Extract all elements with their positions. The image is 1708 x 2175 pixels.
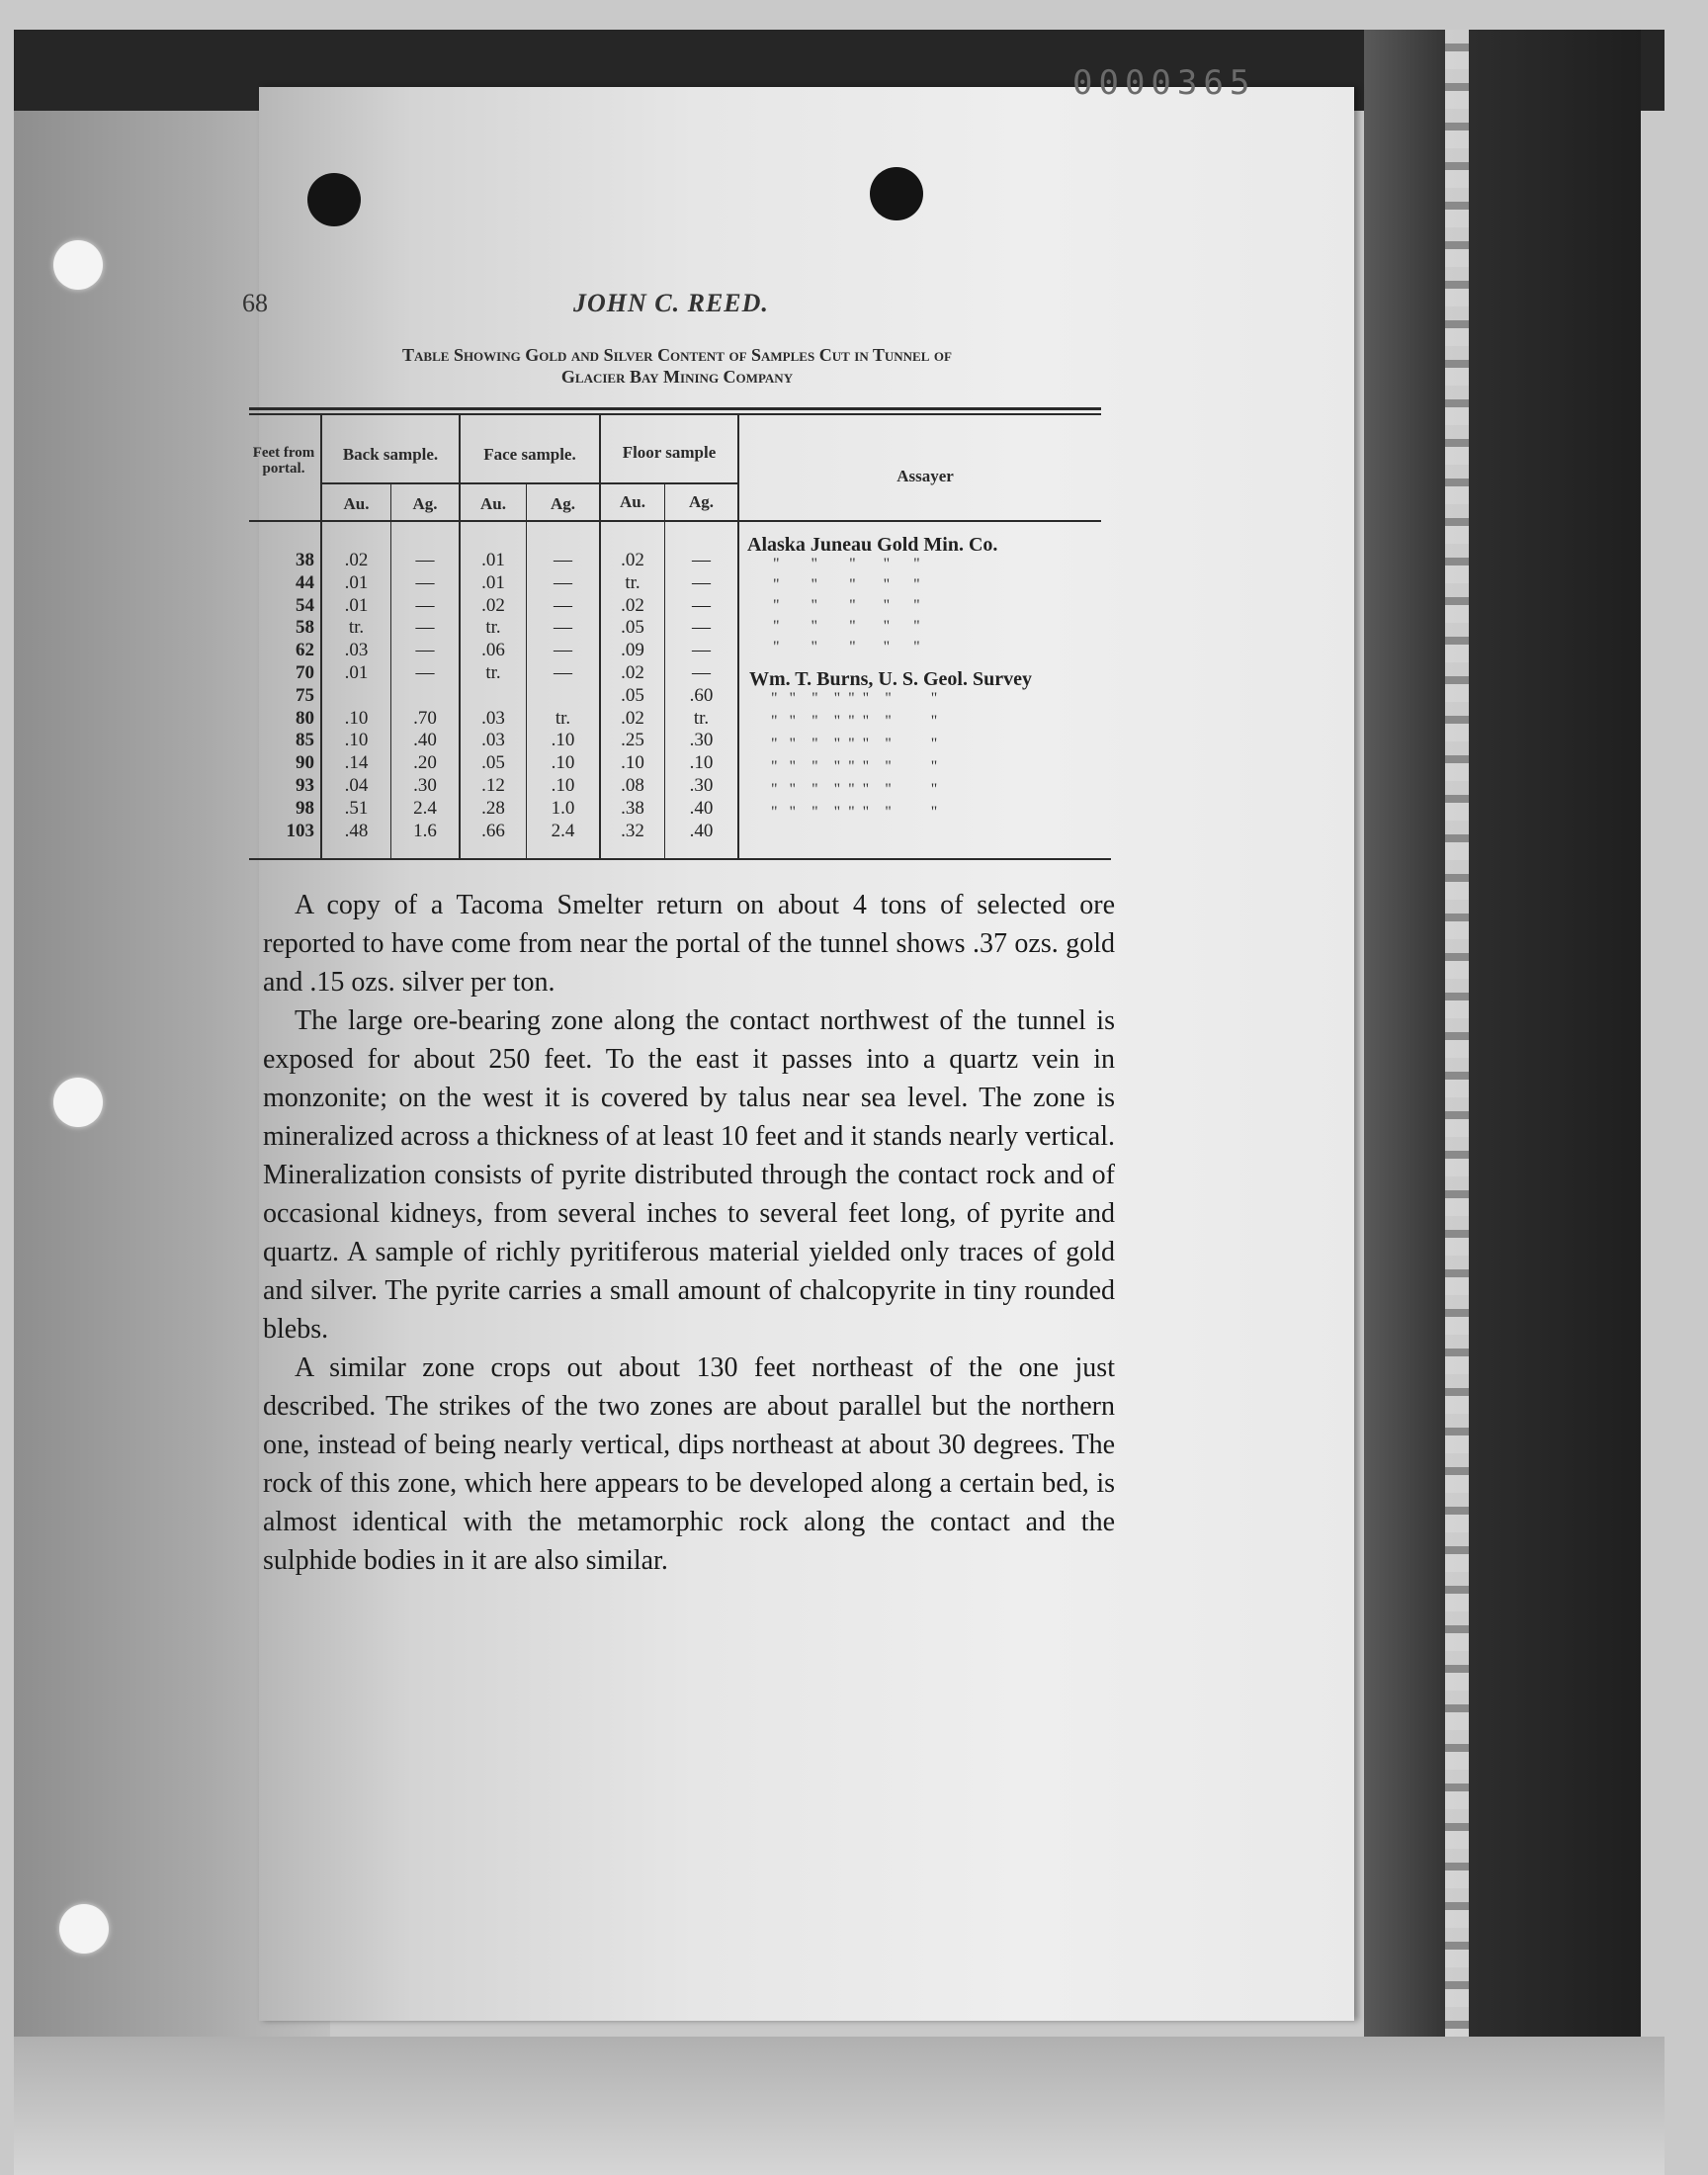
table-bottom-rule <box>249 858 1111 860</box>
table-cell-face-au: .03 <box>481 730 505 751</box>
header-floor-sample: Floor sample <box>622 443 717 462</box>
ditto-marks: " " " " " " " " <box>771 804 938 821</box>
table-cell-floor-au: .02 <box>621 707 644 729</box>
assayer-wm-t-burns: Wm. T. Burns, U. S. Geol. Survey <box>749 668 1032 690</box>
scan-bottom-band <box>14 2037 1665 2175</box>
table-cell-back-ag: — <box>415 550 435 570</box>
table-cell-back-au: .51 <box>344 797 369 819</box>
table-cell-back-au: .48 <box>344 820 369 841</box>
table-cell-floor-ag: — <box>692 617 711 639</box>
table-cell-floor-au: .08 <box>621 775 644 796</box>
table-cell-back-ag: — <box>415 594 435 616</box>
ditto-marks: " " " " " " " " <box>771 736 938 752</box>
archive-stamp: 0000365 <box>1072 63 1256 103</box>
table-cell-feet: 75 <box>296 684 314 706</box>
table-cell-floor-ag: .30 <box>689 730 714 751</box>
ditto-marks: " " " " " " " " <box>771 713 938 730</box>
paragraph-3: A similar zone crops out about 130 feet northeast of the one just described. The strikes of the two zones are about parallel but the northern one, instead of being nearly vertical, dips northeast at about 30 degrees. The rock of this zone, which here appears to be developed along a certain bed, is almost identical with the metamorphic rock along the contact and the sulphide bodies in it are also similar. <box>263 1352 1115 1576</box>
table-cell-back-au: .14 <box>344 752 369 774</box>
punch-hole-dark-left <box>307 173 361 226</box>
table-top-rule-2 <box>249 413 1101 415</box>
table-cell-floor-ag: .30 <box>689 775 714 796</box>
table-cell-feet: 70 <box>296 662 314 683</box>
paragraph-2: The large ore-bearing zone along the contact northwest of the tunnel is exposed for about 250 feet. To the east it passes into a quartz vein in monzonite; on the west it is covered by talus near sea level. The zone is mineralized across a thickness of at least 10 feet and it stands nearly vertical. Mineralization consists of pyrite distributed through the contact rock and of occasional kidneys, from several inches to several feet long, of pyrite and quartz. A sample of richly pyritiferous material yielded only traces of gold and silver. The pyrite carries a small amount of chalcopyrite in tiny rounded blebs. <box>263 1005 1115 1345</box>
table-cell-feet: 98 <box>296 797 314 819</box>
table-cell-back-ag: — <box>415 571 435 593</box>
subheader-ag: Ag. <box>688 492 715 511</box>
table-cell-feet: 90 <box>296 752 314 774</box>
table-cell-back-ag: — <box>415 640 435 661</box>
table-cell-floor-ag: .10 <box>689 752 714 774</box>
subheader-au: Au. <box>343 494 370 513</box>
table-cell-floor-au: .02 <box>621 662 644 683</box>
table-cell-floor-au: .09 <box>621 640 644 661</box>
table-cell-back-au: .01 <box>344 662 369 683</box>
table-cell-floor-ag: — <box>692 594 711 616</box>
table-cell-floor-au: .05 <box>621 617 644 639</box>
table-cell-feet: 38 <box>296 550 314 570</box>
table-cell-face-au: .06 <box>481 640 505 661</box>
table-cell-face-ag: — <box>554 594 572 616</box>
table-cell-face-ag: tr. <box>555 707 571 729</box>
ditto-marks: " " " " " " " " <box>771 690 938 707</box>
table-title-line-2: Glacier Bay Mining Company <box>560 367 794 387</box>
table-cell-back-au: .10 <box>344 707 369 729</box>
ditto-marks: " " " " " <box>773 576 920 593</box>
table-cell-floor-au: .25 <box>621 730 644 751</box>
subheader-au: Au. <box>480 494 506 513</box>
ditto-marks: " " " " " " " " <box>771 758 938 775</box>
table-cell-face-ag: — <box>554 662 572 683</box>
table-cell-feet: 54 <box>296 594 314 616</box>
scan-binding-shadow <box>1364 30 1641 2037</box>
table-cell-floor-au: .32 <box>621 820 644 841</box>
table-cell-back-ag: — <box>415 617 435 639</box>
table-cell-back-au: .01 <box>344 571 369 593</box>
table-cell-feet: 103 <box>286 820 314 841</box>
table-cell-back-ag: .20 <box>413 752 437 774</box>
body-text <box>263 886 1115 1580</box>
subheader-au: Au. <box>620 492 645 511</box>
table-cell-back-au: .04 <box>344 775 369 796</box>
ditto-marks: " " " " " <box>773 597 920 614</box>
table-cell-face-ag: — <box>554 571 572 593</box>
table-cell-feet: 58 <box>296 617 314 639</box>
header-feet-from-portal: Feet from portal. <box>252 445 315 477</box>
table-cell-floor-ag: — <box>692 550 711 570</box>
header-assayer: Assayer <box>897 467 954 485</box>
running-head-title: JOHN C. REED. <box>573 289 769 317</box>
header-bottom-rule <box>249 520 1101 522</box>
table-cell-floor-ag: .40 <box>689 820 714 841</box>
table-cell-face-au: .03 <box>481 707 505 729</box>
table-cell-floor-au: .05 <box>621 684 644 706</box>
table-cell-back-au: .01 <box>344 594 369 616</box>
page-torn-edge <box>1445 30 1469 2037</box>
table-cell-feet: 85 <box>296 730 314 751</box>
table-cell-face-ag: — <box>554 550 572 570</box>
table-cell-face-ag: .10 <box>551 752 575 774</box>
table-cell-back-ag: .30 <box>413 775 437 796</box>
running-head <box>242 289 1112 328</box>
punch-hole-dark-right <box>870 167 923 220</box>
table-title <box>247 344 1107 388</box>
paragraph-1: A copy of a Tacoma Smelter return on about 4 tons of selected ore reported to have come from near the portal of the tunnel shows .37 ozs. gold and .15 ozs. silver per ton. <box>263 890 1115 998</box>
assayer-alaska-juneau: Alaska Juneau Gold Min. Co. <box>747 534 998 556</box>
table-cell-face-au: .12 <box>481 775 505 796</box>
table-cell-back-ag: .40 <box>413 730 437 751</box>
ditto-marks: " " " " " " " " <box>771 781 938 798</box>
binder-hole-middle <box>53 1078 103 1127</box>
table-cell-face-ag: — <box>554 640 572 661</box>
table-cell-face-ag: — <box>554 617 572 639</box>
ditto-marks: " " " " " <box>773 639 920 655</box>
table-cell-back-ag: 1.6 <box>413 820 437 841</box>
binder-hole-top <box>53 240 103 290</box>
table-cell-face-ag: 1.0 <box>551 797 575 819</box>
table-cell-back-ag: .70 <box>413 707 437 729</box>
table-cell-floor-ag: tr. <box>693 707 710 729</box>
table-cell-face-au: .01 <box>481 571 505 593</box>
ditto-marks: " " " " " <box>773 556 920 572</box>
table-cell-face-au: tr. <box>485 662 501 683</box>
table-cell-feet: 62 <box>296 640 314 661</box>
table-cell-floor-au: .10 <box>621 752 644 774</box>
table-cell-face-ag: .10 <box>551 775 575 796</box>
header-back-sample: Back sample. <box>342 445 439 464</box>
table-cell-back-au: .03 <box>344 640 369 661</box>
binder-hole-bottom <box>59 1904 109 1954</box>
table-cell-face-ag: 2.4 <box>551 820 575 841</box>
page-number: 68 <box>242 289 268 317</box>
table-cell-face-au: .28 <box>481 797 505 819</box>
table-cell-feet: 80 <box>296 707 314 729</box>
subheader-rule <box>322 482 737 484</box>
table-cell-floor-au: .38 <box>621 797 644 819</box>
subheader-ag: Ag. <box>412 494 438 513</box>
table-cell-feet: 93 <box>296 775 314 796</box>
assay-table <box>249 407 1111 860</box>
table-cell-face-au: tr. <box>485 617 501 639</box>
table-cell-back-ag: 2.4 <box>413 797 437 819</box>
table-cell-face-au: .01 <box>481 550 505 570</box>
table-cell-face-au: .02 <box>481 594 505 616</box>
table-cell-back-au: .10 <box>344 730 369 751</box>
table-cell-floor-ag: .60 <box>689 684 714 706</box>
table-cell-floor-au: .02 <box>621 550 644 570</box>
table-cell-floor-au: tr. <box>625 571 640 593</box>
table-cell-face-ag: .10 <box>551 730 575 751</box>
header-face-sample: Face sample. <box>483 445 576 464</box>
table-cell-back-au: .02 <box>344 550 369 570</box>
table-cell-back-au: tr. <box>348 617 365 639</box>
table-top-rule <box>249 407 1101 410</box>
table-cell-floor-ag: .40 <box>689 797 714 819</box>
table-cell-face-au: .05 <box>481 752 505 774</box>
table-cell-floor-ag: — <box>692 662 711 683</box>
ditto-marks: " " " " " <box>773 618 920 635</box>
table-cell-feet: 44 <box>296 571 314 593</box>
table-cell-floor-ag: — <box>692 571 711 593</box>
table-title-line-1: Table Showing Gold and Silver Content of Samples Cut in Tunnel of <box>402 345 952 365</box>
subheader-ag: Ag. <box>550 494 576 513</box>
table-cell-floor-au: .02 <box>621 594 644 616</box>
table-cell-floor-ag: — <box>692 640 711 661</box>
table-cell-back-ag: — <box>415 662 435 683</box>
table-cell-face-au: .66 <box>481 820 505 841</box>
